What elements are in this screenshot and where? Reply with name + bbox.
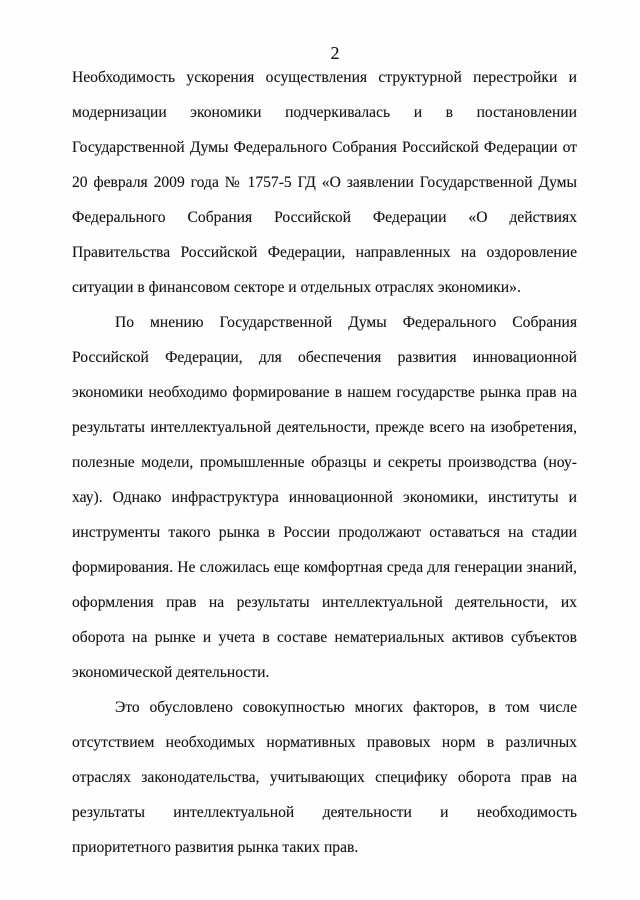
text-line: оборота на рынке и учета в составе нематериальных активов субъектов (72, 629, 577, 646)
text-line: экономики необходимо формирование в нашем государстве рынка прав на (72, 384, 577, 401)
text-line: Федерального Собрания Российской Федерации «О действиях (72, 209, 577, 226)
document-body (72, 60, 577, 865)
text-line: ситуации в финансовом секторе и отдельных отраслях экономики». (72, 279, 521, 296)
text-line: 20 февраля 2009 года № 1757-5 ГД «О заявлении Государственной Думы (72, 174, 577, 191)
text-line: отраслях законодательства, учитывающих специфику оборота прав на (72, 769, 577, 786)
page-number: 2 (330, 43, 340, 63)
text-line: инструменты такого рынка в России продолжают оставаться на стадии (72, 524, 577, 541)
text-line: Правительства Российской Федерации, направленных на оздоровление (72, 244, 577, 261)
text-line: Необходимость ускорения осуществления структурной перестройки и (72, 69, 577, 86)
text-line: Это обусловлено совокупностью многих факторов, в том числе (115, 699, 577, 716)
text-line: приоритетного развития рынка таких прав. (72, 839, 359, 856)
text-line: хау). Однако инфраструктура инновационной экономики, институты и (72, 489, 577, 506)
text-line: Государственной Думы Федерального Собрания Российской Федерации от (72, 139, 577, 156)
text-line: результаты интеллектуальной деятельности, прежде всего на изобретения, (72, 419, 577, 436)
text-line: Российской Федерации, для обеспечения развития инновационной (72, 349, 577, 366)
text-line: экономической деятельности. (72, 664, 270, 681)
text-line: По мнению Государственной Думы Федерального Собрания (115, 314, 577, 331)
text-line: формирования. Не сложилась еще комфортная среда для генерации знаний, (72, 559, 577, 576)
text-line: полезные модели, промышленные образцы и секреты производства (ноу- (72, 454, 577, 471)
text-line: модернизации экономики подчеркивалась и в постановлении (72, 104, 577, 121)
text-line: оформления прав на результаты интеллектуальной деятельности, их (72, 594, 577, 611)
text-line: отсутствием необходимых нормативных правовых норм в различных (72, 734, 577, 751)
text-line: результаты интеллектуальной деятельности и необходимость (72, 804, 577, 821)
